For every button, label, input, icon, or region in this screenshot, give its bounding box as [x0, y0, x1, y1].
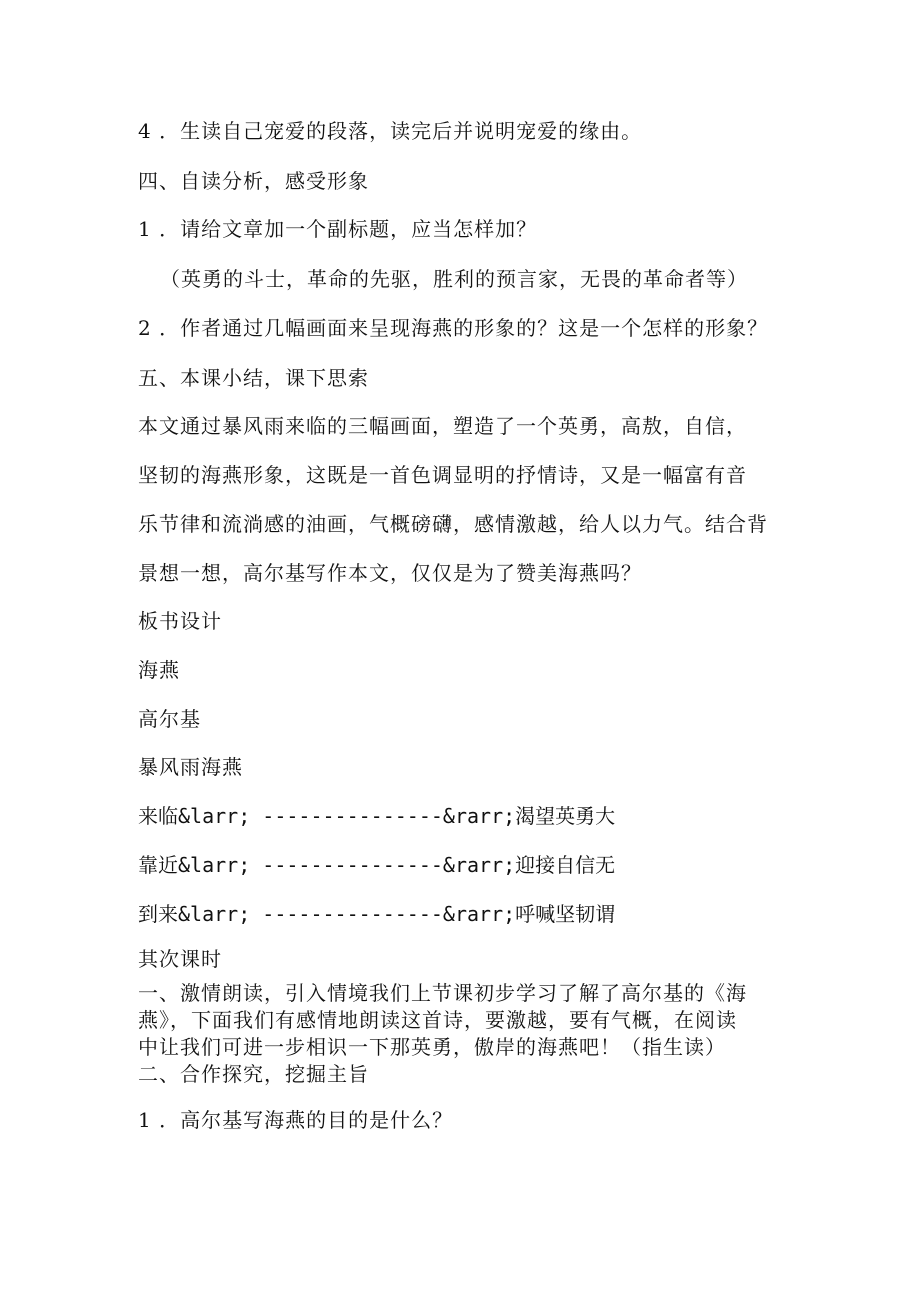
paragraph-line-1: 本文通过暴风雨来临的三幅画面，塑造了一个英勇，高敖，自信，: [138, 414, 747, 438]
section-heading-4: 四、自读分析，感受形象: [138, 169, 369, 193]
paragraph-line-2: 坚韧的海燕形象，这既是一首色调显明的抒情诗，又是一幅富有音: [138, 463, 747, 487]
text-line-item4: 4 ．生读自己宠爱的段落，读完后并说明宠爱的缘由。: [138, 119, 643, 143]
board-row-2: 靠近&larr; ---------------&rarr;迎接自信无: [138, 853, 616, 877]
second-lesson-heading: 其次课时: [138, 947, 222, 971]
board-row-1: 来临&larr; ---------------&rarr;渴望英勇大: [138, 804, 616, 828]
paragraph-line-4: 景想一想，高尔基写作本文，仅仅是为了赞美海燕吗？: [138, 561, 642, 585]
lesson2-paragraph-line-1: 一、激情朗读，引入情境我们上节课初步学习了解了高尔基的《海: [138, 981, 747, 1005]
text-line-question1: 1 ．请给文章加一个副标题，应当怎样加？: [138, 217, 538, 241]
text-line-answer: （英勇的斗士，革命的先驱，胜利的预言家，无畏的革命者等）: [160, 267, 748, 291]
text-line-question2: 2 ．作者通过几幅画面来呈现海燕的形象的？这是一个怎样的形象？: [138, 316, 769, 340]
board-author: 高尔基: [138, 707, 201, 731]
section-heading-5: 五、本课小结，课下思索: [138, 366, 369, 390]
paragraph-line-3: 乐节律和流淌感的油画，气概磅礴，感情激越，给人以力气。结合背: [138, 512, 768, 536]
board-subtitle: 暴风雨海燕: [138, 755, 243, 779]
lesson2-question1: 1 ．高尔基写海燕的目的是什么？: [138, 1108, 454, 1132]
lesson2-paragraph-line-2: 燕》，下面我们有感情地朗读这首诗，要激越，要有气概，在阅读: [138, 1008, 737, 1032]
board-row-3: 到来&larr; ---------------&rarr;呼喊坚韧谓: [138, 902, 616, 926]
board-title: 海燕: [138, 658, 180, 682]
board-design-heading: 板书设计: [138, 609, 222, 633]
lesson2-paragraph-line-3: 中让我们可进一步相识一下那英勇，傲岸的海燕吧！（指生读）: [138, 1035, 726, 1059]
lesson2-section-heading-2: 二、合作探究，挖掘主旨: [138, 1062, 369, 1086]
